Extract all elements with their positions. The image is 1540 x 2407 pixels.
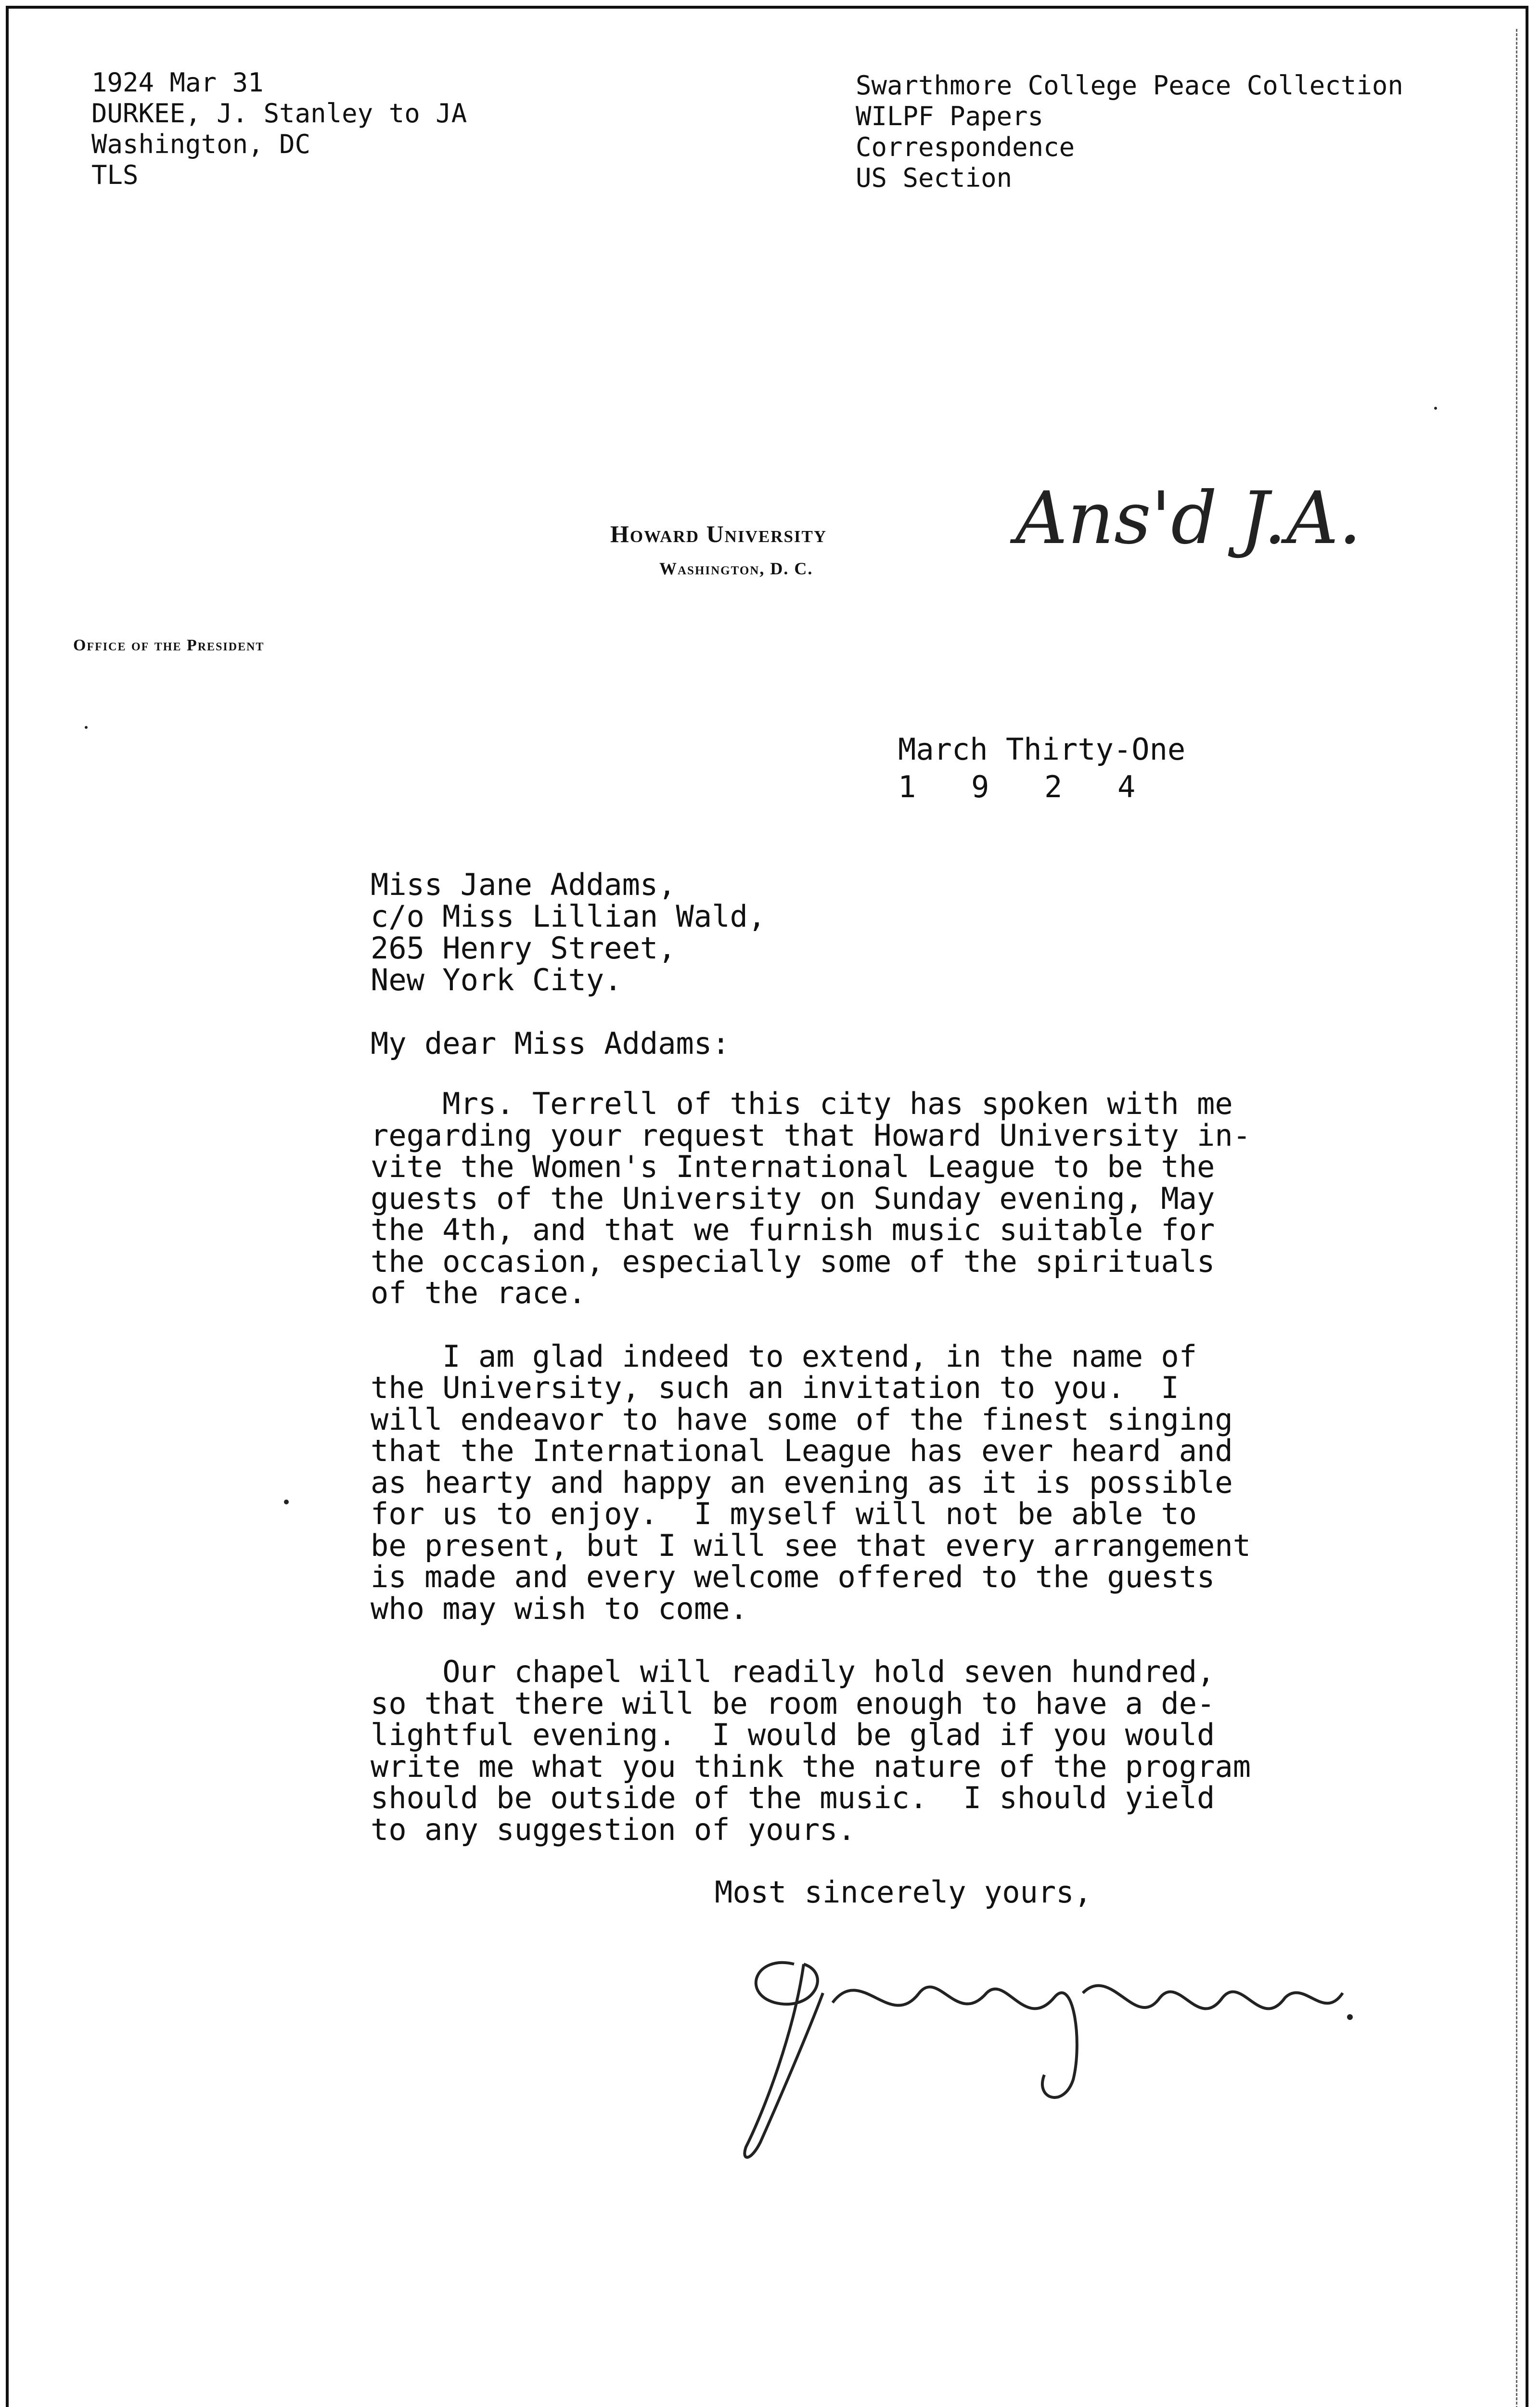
letterhead-location: Washington, D. C.	[659, 559, 813, 578]
letterhead-office: Office of the President	[73, 636, 265, 654]
paragraph-line: is made and every welcome offered to the guests	[371, 1559, 1215, 1594]
paragraph-line: the occasion, especially some of the spirituals	[371, 1244, 1215, 1279]
scan-speck	[284, 1500, 289, 1504]
addressee-line: 265 Henry Street,	[371, 931, 676, 966]
archive-type: TLS	[91, 160, 139, 190]
signature-flourish	[736, 1935, 1362, 2166]
archive-place: Washington, DC	[91, 129, 311, 159]
addressee-line: c/o Miss Lillian Wald,	[371, 899, 766, 934]
archive-correspondents: DURKEE, J. Stanley to JA	[91, 98, 467, 129]
paragraph-line: will endeavor to have some of the finest singing	[371, 1402, 1233, 1437]
archive-series: WILPF Papers	[856, 101, 1044, 131]
letter-date-year: 1 9 2 4	[898, 769, 1136, 804]
scan-speck	[85, 726, 88, 729]
closing: Most sincerely yours,	[715, 1875, 1092, 1910]
paragraph-line: write me what you think the nature of the program	[371, 1749, 1251, 1784]
paragraph-line: Our chapel will readily hold seven hundred,	[371, 1654, 1215, 1689]
paragraph-line: lightful evening. I would be glad if you would	[371, 1717, 1215, 1752]
paragraph-line: the 4th, and that we furnish music suitable for	[371, 1212, 1215, 1247]
paragraph-line: Mrs. Terrell of this city has spoken with me	[371, 1086, 1233, 1121]
archive-collection: Swarthmore College Peace Collection	[856, 70, 1403, 101]
salutation: My dear Miss Addams:	[371, 1026, 730, 1061]
scan-speck	[1434, 407, 1437, 410]
paragraph-line: I am glad indeed to extend, in the name of	[371, 1339, 1197, 1374]
paragraph-line: who may wish to come.	[371, 1591, 748, 1626]
paragraph-line: to any suggestion of yours.	[371, 1812, 856, 1847]
paragraph-line: should be outside of the music. I should yield	[371, 1780, 1215, 1815]
handwritten-annotation: Ans'd J.A.	[1015, 477, 1362, 560]
paragraph-line: vite the Women's International League to be the	[371, 1149, 1215, 1184]
letter-date-text: March Thirty-One	[898, 732, 1186, 767]
addressee-line: New York City.	[371, 962, 622, 997]
archive-subseries: Correspondence	[856, 132, 1075, 162]
page-edge-line	[1516, 29, 1517, 2407]
paragraph-line: of the race.	[371, 1275, 586, 1310]
archive-section: US Section	[856, 163, 1013, 193]
paragraph-line: that the International League has ever heard and	[371, 1433, 1233, 1468]
addressee-line: Miss Jane Addams,	[371, 867, 676, 902]
paragraph-line: guests of the University on Sunday evening, May	[371, 1181, 1215, 1216]
paragraph-line: the University, such an invitation to you. I	[371, 1370, 1179, 1405]
paragraph-line: be present, but I will see that every arrangement	[371, 1528, 1251, 1563]
archive-date: 1924 Mar 31	[91, 67, 264, 98]
paragraph-line: as hearty and happy an evening as it is possible	[371, 1465, 1233, 1500]
paragraph-line: for us to enjoy. I myself will not be able to	[371, 1496, 1197, 1531]
paragraph-line: regarding your request that Howard University in-	[371, 1118, 1251, 1153]
paragraph-line: so that there will be room enough to have a de-	[371, 1686, 1215, 1721]
letterhead-institution: Howard University	[610, 520, 827, 547]
